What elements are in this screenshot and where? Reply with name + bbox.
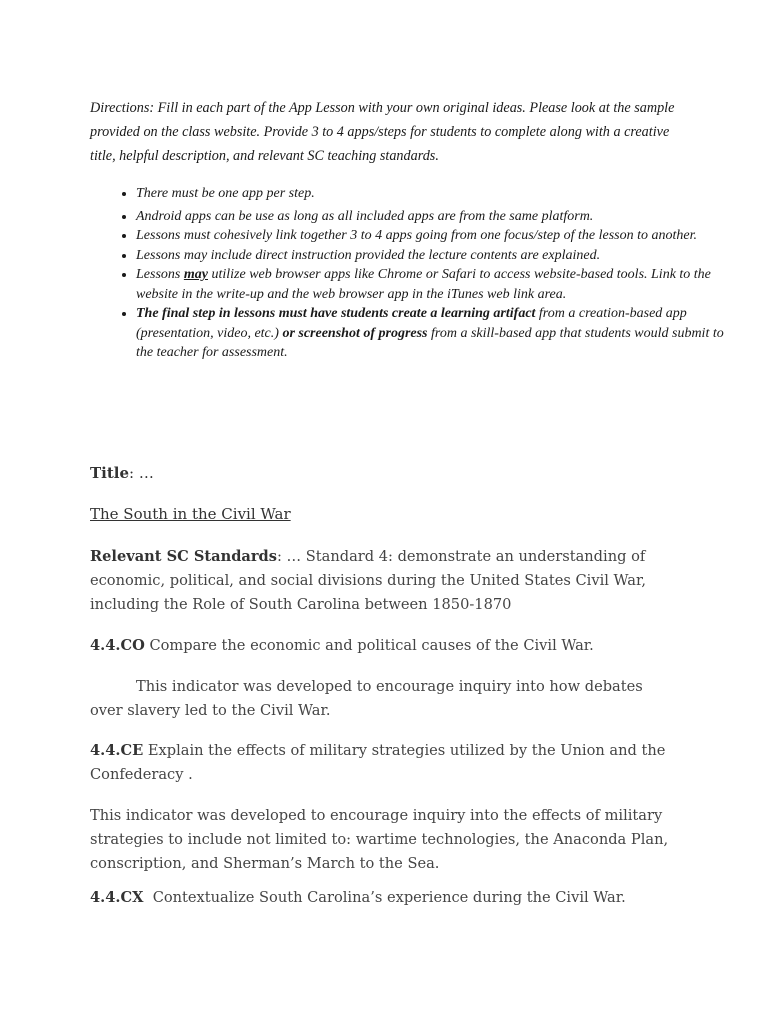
indicator-text: Explain the effects of military strategies utilized by the Union and the Confederacy . — [90, 742, 666, 783]
rule-item — [136, 246, 736, 266]
title-label: Title — [90, 464, 130, 482]
title-field — [90, 464, 154, 482]
indicator-text: Compare the economic and political causes of the Civil War. — [144, 637, 594, 654]
rule-item — [136, 265, 736, 304]
rule-text: Lessons may include direct instruction provided the lecture contents are explained. — [136, 247, 601, 263]
rule-emphasis-may: may — [183, 267, 208, 282]
title-separator: : … — [129, 464, 154, 482]
indicator-co — [90, 634, 680, 658]
rule-text-pre: Lessons — [136, 267, 184, 282]
standards-label: Relevant SC Standards — [90, 548, 277, 565]
standards-separator: : … — [276, 548, 302, 565]
rule-text-post: utilize web browser apps like Chrome or Safari to access website-based tools. Link to the website in the write-up and the web browser app in the iTunes web link area. — [136, 267, 711, 302]
indicator-code: 4.4.CX — [90, 889, 144, 906]
indicator-cx — [90, 886, 680, 910]
rule-item — [136, 184, 736, 204]
rules-list — [90, 184, 736, 363]
rule-bold-screenshot: or screenshot of progress — [282, 325, 428, 341]
indicator-ce-note: This indicator was developed to encourage inquiry into the effects of military strategies to include not limited to: wartime technologies, the Anaconda Plan, conscription, and Sherman’s March to the Sea. — [90, 807, 669, 872]
indicator-co-note: This indicator was developed to encourage inquiry into how debates over slavery led to the Civil War. — [90, 678, 643, 719]
rule-text: Lessons must cohesively link together 3 to 4 apps going from one focus/step of the lesson to another. — [136, 228, 697, 243]
rule-text: Android apps can be use as long as all included apps are from the same platform. — [136, 208, 594, 224]
rule-text-mid: from a creation-based app (presentation, video, etc.) — [136, 306, 687, 341]
directions-paragraph: Directions: Fill in each part of the App Lesson with your own original ideas. Please look at the sample provided on the class website. Provide 3 to 4 apps/steps for students to complete along with a creative title, helpful description, and relevant SC teaching standards. — [90, 100, 675, 164]
rule-item — [136, 226, 736, 246]
standards-text: Standard 4: demonstrate an understanding of economic, political, and social divisions during the United States Civil War, including the Role of South Carolina between 1850-1870 — [90, 548, 646, 613]
rule-text-post: from a skill-based app that students would submit to the teacher for assessment. — [136, 325, 724, 360]
rule-item — [136, 207, 736, 227]
indicator-ce — [90, 739, 680, 787]
rule-bold-artifact: The final step in lessons must have students create a learning artifact — [136, 306, 536, 321]
standards-paragraph — [90, 545, 680, 617]
indicator-code: 4.4.CO — [90, 637, 145, 654]
lesson-title: The South in the Civil War — [90, 505, 291, 523]
indicator-code: 4.4.CE — [90, 742, 144, 759]
rule-text: There must be one app per step. — [136, 186, 315, 201]
rule-item — [136, 304, 736, 363]
indicator-text: Contextualize South Carolina’s experience during the Civil War. — [143, 889, 626, 906]
